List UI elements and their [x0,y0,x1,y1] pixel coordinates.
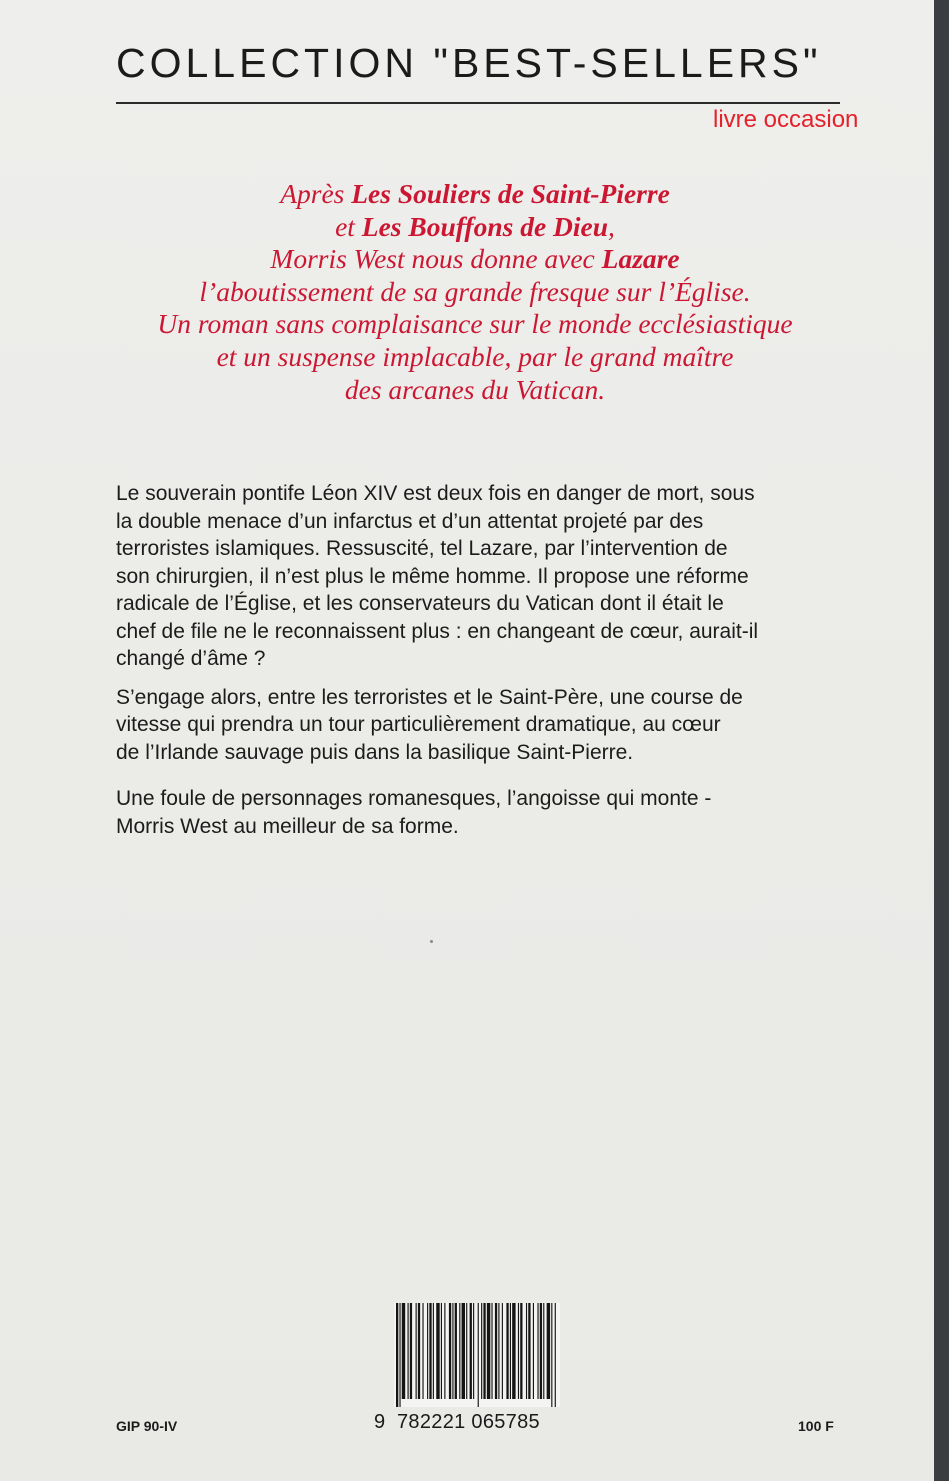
barcode-bars [394,1303,560,1407]
price: 100 F [798,1418,834,1434]
collection-title: COLLECTION "BEST-SELLERS" [116,40,822,86]
book-title: Les Souliers de Saint-Pierre [351,178,670,209]
speck [430,940,433,943]
gip-code: GIP 90-IV [116,1418,178,1434]
tagline-line: des arcanes du Vatican. [344,373,606,405]
tagline-block [110,178,840,406]
barcode [394,1303,560,1407]
blurb-paragraph-2: S’engage alors, entre les terroristes et le Saint-Père, une course de vitesse qui prendra un tour particulièrement dramatique, au cœur de l’Irlande sauvage puis dans la basilique Saint-Pierre. [116,685,743,764]
tagline-line: et un suspense implacable, par le grand maître [216,340,734,372]
book-edge [934,0,949,1481]
isbn-prefix: 9 [374,1411,386,1433]
blurb-paragraph-3: Une foule de personnages romanesques, l’angoisse qui monte - Morris West au meilleur de sa forme. [116,787,712,838]
title-rule [116,102,840,104]
watermark-stamp: livre occasion [713,106,859,133]
tagline-line: Après Les Souliers de Saint-Pierre [280,178,670,209]
book-title: Les Bouffons de Dieu [361,210,609,242]
isbn-digits: 782221 065785 [397,1411,540,1433]
tagline-line: l’aboutissement de sa grande fresque sur l’Église. [199,275,751,307]
tagline-line: et Les Bouffons de Dieu, [335,210,615,242]
tagline-line: Morris West nous donne avec Lazare [270,243,680,275]
blurb-paragraph-1: Le souverain pontife Léon XIV est deux fois en danger de mort, sous la double menace d’un infarctus et d’un attentat projeté par des terroristes islamiques. Ressuscité, tel Lazare, par l’intervention de son chirurgien, il n’est plus le même homme. Il propose une réforme radicale de l’Église, et les conservateurs du Vatican dont il était le chef de file ne le reconnaissent plus : en changeant de cœur, aurait-il changé d’âme ? [116,482,759,670]
tagline-line: Un roman sans complaisance sur le monde ecclésiastique [157,308,793,340]
blurb [116,480,842,840]
book-title: Lazare [601,243,680,275]
